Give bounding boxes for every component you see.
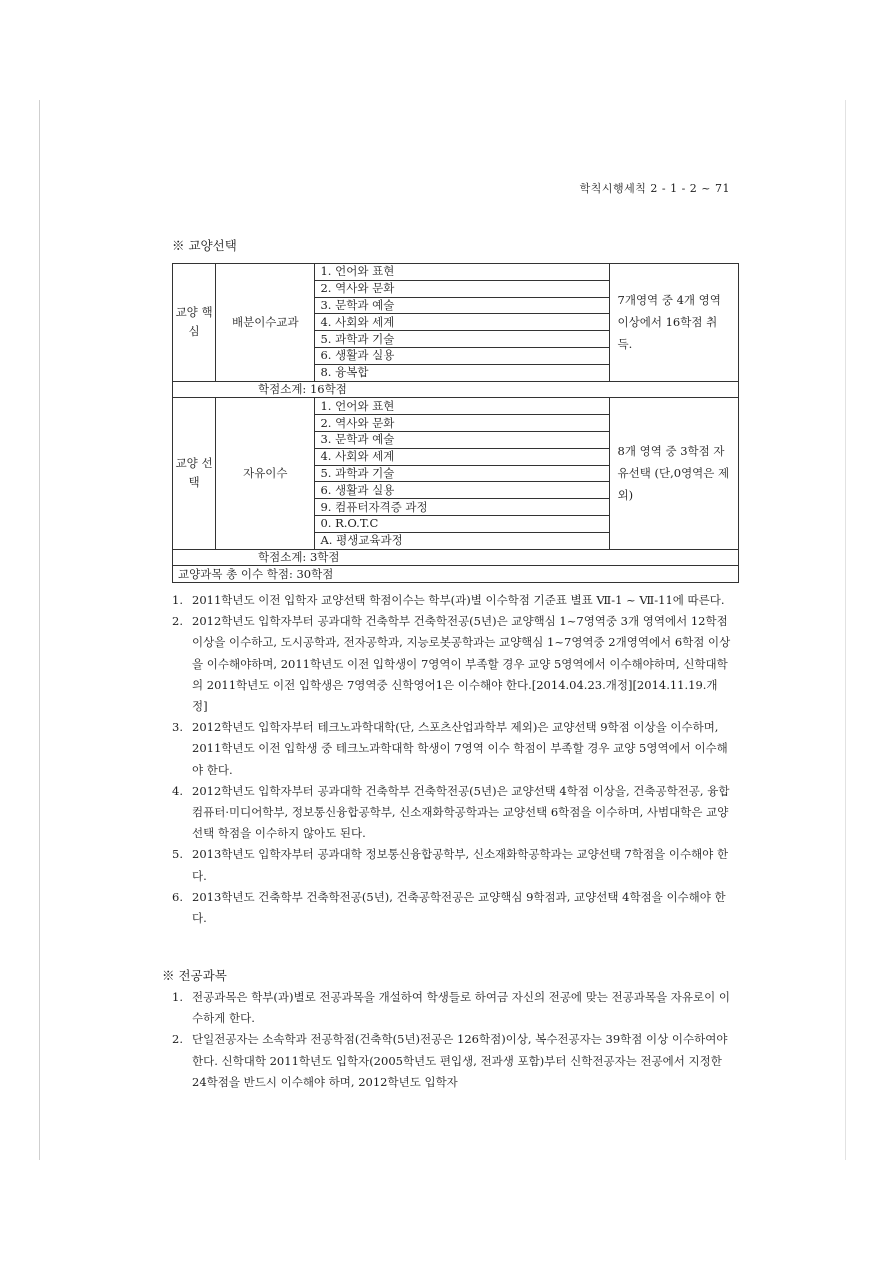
requirement-cell: 8개 영역 중 3학점 자유선택 (단,0영역은 제외) <box>609 398 738 549</box>
list-item-number: 1. <box>172 593 183 607</box>
list-item <box>172 611 732 717</box>
notes-list-liberal <box>172 590 732 929</box>
area-cell: 5. 과학과 기술 <box>315 465 609 482</box>
list-item <box>172 987 732 1029</box>
subtotal-row <box>173 549 739 566</box>
table-row <box>173 264 739 281</box>
scan-edge-right <box>845 100 846 1160</box>
subtotal-cell: 학점소계: 16학점 <box>173 381 739 398</box>
list-item-text: 2012학년도 입학자부터 공과대학 건축학부 건축학전공(5년)은 교양핵심 1~7영역중 3개 영역에서 12학점 이상을 이수하고, 도시공학과, 전자공학과, 지능로봇공학과는 교양핵심 1~7영역중 2개영역에서 6학점 이상을 이수해야하며, 2011학년도 이전 입학생이 7영역이 부족할 경우 교양 5영역에서 이수해야하며, 신학대학의 2011학년도 이전 입학생은 7영역중 신학영어1은 이수해야 한다.[2014.04.23.개정][2014.11.19.개정] <box>192 614 731 714</box>
list-item-text: 단일전공자는 소속학과 전공학점(건축학(5년)전공은 126학점)이상, 복수전공자는 39학점 이상 이수하여야 한다. 신학대학 2011학년도 입학자(2005학년도 편입생, 전과생 포함)부터 신학전공자는 전공에서 지정한 24학점을 반드시 이수해야 하며, 2012학년도 입학자 <box>192 1032 728 1089</box>
category-cell: 교양 선택 <box>173 398 216 549</box>
list-item-text: 2012학년도 입학자부터 공과대학 건축학부 건축학전공(5년)은 교양선택 4학점 이상을, 건축공학전공, 융합컴퓨터·미디어학부, 정보통신융합공학부, 신소재화학공학과는 교양선택 6학점을 이수하며, 사범대학은 교양선택 학점을 이수하지 않아도 된다. <box>192 783 730 841</box>
section-title-major: ※ 전공과목 <box>162 968 227 983</box>
list-item-text: 전공과목은 학부(과)별로 전공과목을 개설하여 학생들로 하여금 자신의 전공에 맞는 전공과목을 자유로이 이수하게 한다. <box>192 990 730 1026</box>
area-cell: 2. 역사와 문화 <box>315 280 609 297</box>
area-cell: 5. 과학과 기술 <box>315 331 609 348</box>
list-item-number: 3. <box>172 720 183 735</box>
list-item-number: 4. <box>172 783 183 798</box>
total-cell: 교양과목 총 이수 학점: 30학점 <box>173 566 739 583</box>
list-item <box>172 887 732 929</box>
list-item <box>172 844 732 886</box>
area-cell: 3. 문학과 예술 <box>315 297 609 314</box>
list-item-number: 2. <box>172 614 183 629</box>
area-cell: 6. 생활과 실용 <box>315 482 609 499</box>
list-item-text: 2013학년도 입학자부터 공과대학 정보통신융합공학부, 신소재화학공학과는 교양선택 7학점을 이수해야 한다. <box>192 847 729 883</box>
area-cell: 4. 사회와 세계 <box>315 314 609 331</box>
area-cell: 6. 생활과 실용 <box>315 347 609 364</box>
subcategory-cell: 자유이수 <box>216 398 315 549</box>
area-cell: 1. 언어와 표현 <box>315 398 609 415</box>
list-item <box>172 1029 732 1093</box>
requirement-cell: 7개영역 중 4개 영역이상에서 16학점 취득. <box>609 264 738 382</box>
list-item-number: 6. <box>172 889 183 904</box>
regulation-reference: 학칙시행세칙 2 - 1 - 2 ~ 71 <box>579 182 730 195</box>
subtotal-row <box>173 381 739 398</box>
list-item-number: 5. <box>172 847 183 862</box>
section-title-liberal-elective: ※ 교양선택 <box>172 238 237 253</box>
category-cell: 교양 핵심 <box>173 264 216 382</box>
list-item-number: 1. <box>172 990 183 1004</box>
area-cell: 1. 언어와 표현 <box>315 264 609 281</box>
table-row <box>173 398 739 415</box>
area-cell: 2. 역사와 문화 <box>315 415 609 432</box>
list-item-number: 2. <box>172 1032 183 1047</box>
scan-edge-left <box>39 100 40 1160</box>
area-cell: 0. R.O.T.C <box>315 515 609 532</box>
notes-list-major <box>172 987 732 1093</box>
total-row <box>173 566 739 583</box>
liberal-arts-table <box>172 263 739 583</box>
list-item-text: 2011학년도 이전 입학자 교양선택 학점이수는 학부(과)별 이수학점 기준표 별표 Ⅶ-1 ~ Ⅶ-11에 따른다. <box>192 593 725 607</box>
list-item-text: 2013학년도 건축학부 건축학전공(5년), 건축공학전공은 교양핵심 9학점과, 교양선택 4학점을 이수해야 한다. <box>192 889 726 926</box>
list-item <box>172 781 732 845</box>
subtotal-cell: 학점소계: 3학점 <box>173 549 739 566</box>
area-cell: 3. 문학과 예술 <box>315 431 609 448</box>
area-cell: 8. 융복합 <box>315 364 609 381</box>
list-item-text: 2012학년도 입학자부터 테크노과학대학(단, 스포츠산업과학부 제외)은 교양선택 9학점 이상을 이수하며, 2011학년도 이전 입학생 중 테크노과학대학 학생이 7영역 이수 학점이 부족할 경우 교양 5영역에서 이수해야 한다. <box>192 720 728 777</box>
subcategory-cell: 배분이수교과 <box>216 264 315 382</box>
list-item <box>172 590 732 611</box>
area-cell: A. 평생교육과정 <box>315 532 609 549</box>
area-cell: 9. 컴퓨터자격증 과정 <box>315 499 609 516</box>
area-cell: 4. 사회와 세계 <box>315 448 609 465</box>
list-item <box>172 717 732 781</box>
